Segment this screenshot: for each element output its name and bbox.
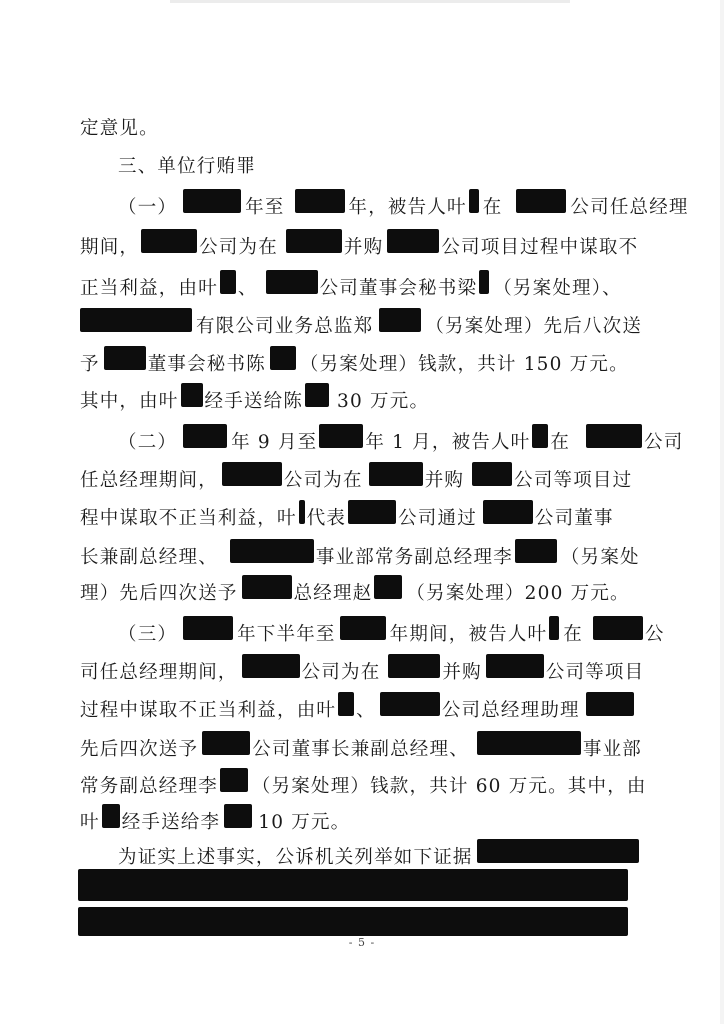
text-line [80,270,622,299]
line-text: 公 [644,624,665,645]
redaction-mark [224,804,252,828]
redaction-mark [80,308,192,332]
line-text: （另案处理）先后八次送 [425,316,643,337]
redaction-mark [102,804,120,828]
line-text: 理）先后四次送予 [80,583,238,604]
text-line [118,189,689,218]
line-text: （另案处理）200 万元。 [406,583,630,604]
line-text: 30 万元。 [337,391,430,412]
line-text: 先后四次送予 [80,739,199,760]
line-text: 年 1 月，被告人叶 [365,432,531,453]
line-text: 司任总经理期间， [80,662,238,683]
line-text: 经手送给李 [121,812,221,833]
line-text: 董事会秘书陈 [147,354,266,375]
line-text: 10 万元。 [258,812,351,833]
line-text: 公司 [644,432,684,453]
redaction-bar [78,907,628,936]
redaction-mark [220,270,236,294]
line-text: 叶 [80,812,100,833]
line-text: （三） [118,624,178,645]
redaction-mark [472,462,512,486]
line-text: 三、单位行贿罪 [118,156,256,177]
redaction-mark [586,424,642,448]
line-text: 并购 [343,237,384,258]
line-text: 公司为在 [301,662,381,683]
line-text: 年，被告人叶 [348,197,467,218]
redaction-mark [299,500,305,524]
line-text: （另案处理）、 [493,278,622,299]
line-text: 在 [563,624,583,645]
redaction-mark [380,692,440,716]
line-text: 过程中谋取不正当利益，由叶 [80,700,337,721]
redaction-mark [222,462,282,486]
redaction-mark [266,270,318,294]
redaction-mark [305,383,329,407]
line-text: 、 [356,700,376,721]
text-line [80,654,645,683]
scan-edge-top [170,0,570,3]
line-text: 公司董事 [534,508,614,529]
redaction-mark [477,839,639,863]
redaction-mark [338,692,354,716]
text-line [80,229,639,258]
redaction-mark [242,654,300,678]
line-text: （另案处理）钱款，共计 150 万元。 [299,354,629,375]
line-text: 公司为在 [283,470,363,491]
line-text: 其中，由叶 [80,391,179,412]
line-text: 定意见。 [80,118,159,139]
line-text: 公司董事长兼副总经理、 [252,739,469,760]
redaction-mark [379,308,421,332]
line-text: 公司为在 [199,237,278,258]
line-text: 代表 [306,508,347,529]
line-text: 在 [550,432,571,453]
redaction-mark [270,346,296,370]
redaction-mark [295,189,345,213]
redaction-mark [469,189,479,213]
scan-edge-right [720,0,724,1024]
line-text: 年期间，被告人叶 [389,624,548,645]
line-text: 公司等项目过 [514,470,633,491]
redaction-mark [230,539,314,563]
text-line [80,346,629,375]
redaction-bar [78,869,628,901]
text-line [80,692,634,721]
redaction-mark [477,731,581,755]
line-text: 总经理赵 [293,583,373,604]
redaction-mark [483,500,533,524]
redaction-mark [369,462,423,486]
redaction-mark [532,424,548,448]
line-text: （一） [118,197,178,218]
line-text: 事业部常务副总经理李 [315,547,513,568]
line-text: 年至 [245,197,285,218]
line-text: 任总经理期间， [80,470,218,491]
redaction-mark [486,654,544,678]
text-line [80,575,630,604]
redaction-mark [242,575,292,599]
redaction-mark [183,189,241,213]
line-text: 经手送给陈 [204,391,304,412]
text-line [118,616,665,645]
redaction-mark [340,616,386,640]
text-line [118,154,256,180]
line-text: 公司通过 [398,508,477,529]
redaction-mark [141,229,197,253]
redaction-mark [549,616,559,640]
page-number: - 5 - [348,936,376,949]
line-text: （二） [118,432,178,453]
redaction-mark [348,500,396,524]
line-text: 正当利益，由叶 [80,278,218,299]
line-text: 公司任总经理 [570,197,689,218]
redaction-mark [374,575,402,599]
text-line [80,768,647,797]
redaction-mark [183,616,233,640]
redaction-mark [202,731,250,755]
redaction-mark [593,616,643,640]
line-text: 年 9 月至 [231,432,318,453]
text-line [80,383,430,412]
text-line [80,116,159,142]
redaction-mark [319,424,363,448]
line-text: 予 [80,354,100,375]
line-text: 、 [237,278,258,299]
redaction-mark [104,346,146,370]
text-line [80,500,614,529]
redaction-mark [387,229,439,253]
line-text: 事业部 [582,739,643,760]
redaction-mark [181,383,203,407]
text-line [80,308,643,337]
line-text: （另案处 [560,547,640,568]
text-line [80,462,633,491]
line-text: 并购 [442,662,482,683]
line-text: 程中谋取不正当利益，叶 [80,508,297,529]
line-text: 公司董事会秘书梁 [319,278,478,299]
line-text: 公司总经理助理 [441,700,580,721]
redaction-mark [388,654,440,678]
text-line [118,839,639,868]
redaction-mark [516,189,566,213]
redaction-mark [586,692,634,716]
redaction-mark [220,768,248,792]
line-text: 为证实上述事实，公诉机关列举如下证据 [118,847,473,868]
text-line [80,539,640,568]
line-text: 长兼副总经理、 [80,547,218,568]
text-line [118,424,684,453]
line-text: 有限公司业务总监郑 [196,316,374,337]
line-text: 并购 [424,470,465,491]
line-text: （另案处理）钱款，共计 60 万元。其中，由 [251,776,647,797]
line-text: 公司等项目 [545,662,645,683]
line-text: 公司项目过程中谋取不 [441,237,639,258]
line-text: 年下半年至 [237,624,336,645]
text-line [80,804,351,833]
redaction-mark [183,424,227,448]
redaction-mark [515,539,557,563]
line-text: 常务副总经理李 [80,776,218,797]
text-line [80,731,643,760]
line-text: 在 [482,197,503,218]
redaction-mark [286,229,342,253]
line-text: 期间， [80,237,140,258]
redaction-mark [479,270,489,294]
